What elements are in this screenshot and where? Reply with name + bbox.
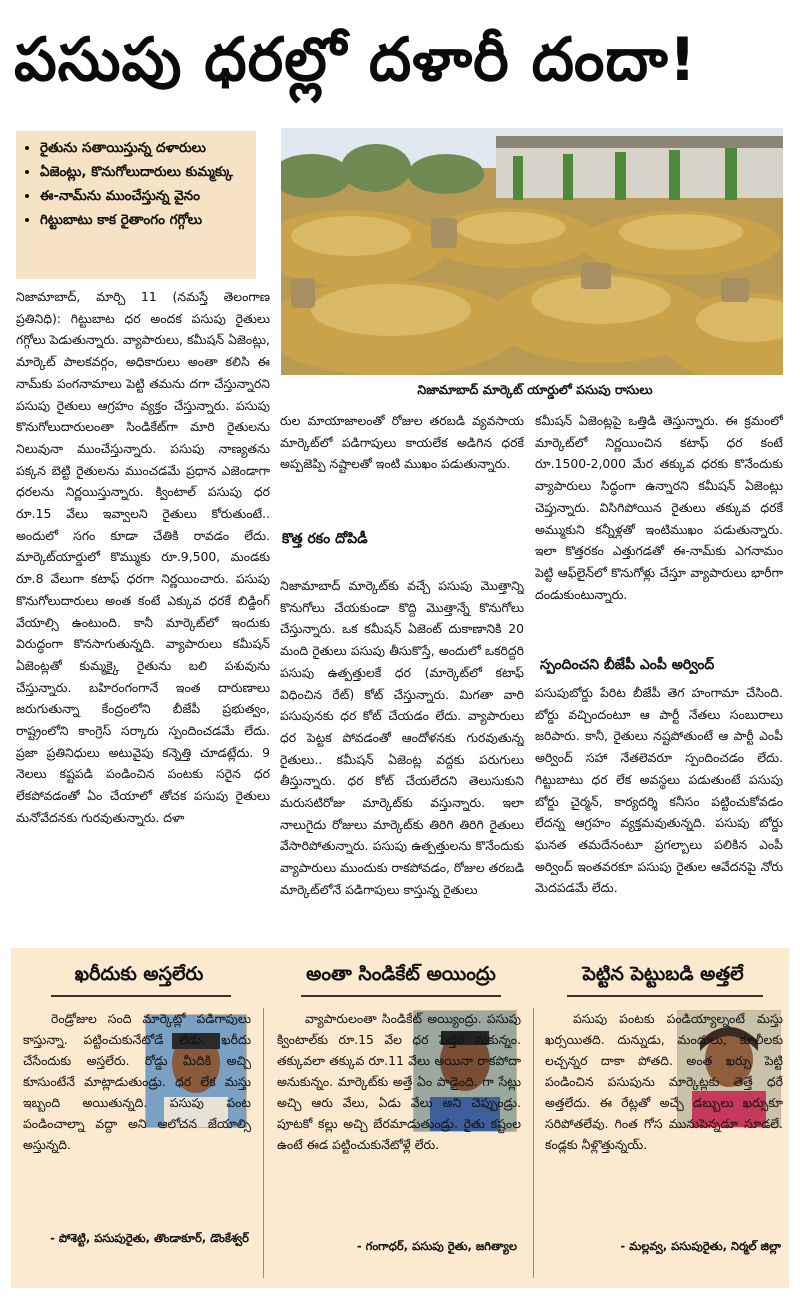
article-text: నిజామాబాద్, మార్చి 11 (నమస్తే తెలంగాణ ప్రతినిధి): గిట్టుబాట ధర అందక పసుపు రైతులు గగ్గోలు పెడుతున్నారు. వ్యాపారులు, కమీషన్ ఏజెంట్లు, మార్కెట్ పాలకవర్గం, అధికారులు అంతా కలిసి ఈ నామ్‌కు పంగనామాలు పెట్టి తమను దగా చేస్తున్నారని పసుపు రైతులు ఆగ్రహం వ్యక్తం చేస్తున్నారు. పసుపు కొనుగోలుదారులంతా సిండికేట్‌గా మారి రైతులను నిలువునా ముంచేస్తున్నారు. పసుపు నాణ్యతను పక్కన బెట్టి రైతులను ముంచడమే ప్రధాన ఎజెండాగా ధరలను నిర్ణయిస్తున్నారు. క్వింటాల్ పసుపు ధర రూ.15 వేలు ఇవ్వాలని రైతులు కోరుతుంటే.. అందులో సగం కూడా చేతికి రావడం లేదు. మార్కెట్‌యార్డులో కొమ్ముకు రూ.9,500, మండకు రూ.8 వేలుగా కటాఫ్ ధరగా నిర్ణయించారు. పసుపు కొనుగోలుదారులు అంత కంటే ఎక్కువ ధరకే బిడ్డింగ్ వేయాల్సి ఉంటుంది. కానీ మార్కెట్‌లో ఇందుకు విరుద్ధంగా కొనసాగుతున్నది. వ్యాపారులు కమీషన్ ఏజెంట్లతో కుమ్మక్కై రైతును బలి పశువును చేస్తున్నారు. బహిరంగంగానే ఇంత దారుణాలు జరుగుతున్నా కేంద్రంలోని బీజేపీ ప్రభుత్వం, రాష్ట్రంలోని కాంగ్రెస్ సర్కారు స్పందించడమే లేదు. ప్రజా ప్రతినిధులు అటువైపు కన్నెత్తి చూడట్లేదు. 9 నెలలు కష్టపడి పండించిన పంటకు సరైన ధర లేకపోవడంతో ఏం చేయాలో తోచక పసుపు రైతులు మనోవేదనకు గురవుతున్నారు. దళా [16,289,270,825]
quote-text [545,1008,783,1230]
title-underline [301,995,501,997]
quote-credit: - గంగాధర్, పసుపు రైతు, జగిత్యాల [356,1239,517,1253]
article-text: పసుపుబోర్డు పేరిట బీజేపీ తెగ హంగామా చేసింది. బోర్డు వచ్చిందంటూ ఆ పార్టీ నేతలు సంబురాలు జరిపారు. కానీ, రైతులు నష్టపోతుంటే ఆ పార్టీ ఎంపీ అర్వింద్ సహా నేతలెవరూ స్పందించడం లేదు. గిట్టుబాటు ధర లేక అవస్థలు పడుతుంటే పసుపు బోర్డు చైర్మన్, కార్యదర్శి కనీసం పట్టించుకోవడం లేదన్న ఆగ్రహం వ్యక్తమవుతున్నది. పసుపు బోర్డు ఘనత తమదేనంటూ ప్రగల్బాలు పలికిన ఎంపీ అర్వింద్ ఇంతవరకూ పసుపు రైతుల ఆవేదనపై నోరు మెదపడమే లేదు. [535,685,783,896]
quote-title: అంతా సిండికేట్ అయింద్రు [306,963,496,985]
quote-text [23,1008,251,1228]
quote-title: ఖరీదుకు అస్తలేరు [74,963,204,985]
headline: పసుపు ధరల్లో దళారీ దందా! [14,25,698,95]
subheading: స్పందించని బీజేపీ ఎంపీ అర్వింద్ [540,657,715,673]
highlight-item: • ఏజెంట్లు, కొనుగోలుదారులు కుమ్మక్కు [40,161,248,183]
quote-body: రెండ్రోజుల సంది మార్కెట్లో పడిగాపులు కాస్తున్నా. పట్టించుకునేటోడే లేడు. ఖరీదు చేసేందుకు అస్తలేరు. రోడ్డు మీదికి అచ్చి కూసుంటేనే మాట్లాడుతుండ్రు. ధర లేక మస్తు ఇబ్బంది అయితున్నది. పసుపు పంట పండించాల్నా వద్దా అని ఆలోచన జేయాల్సి అస్తున్నది. [23,1011,251,1152]
market-yard-photo [281,128,783,375]
article-column-1 [16,286,270,938]
farmer-quotes-band [11,948,789,1288]
title-underline [567,995,763,997]
article-text: నిజామాబాద్ మార్కెట్‌కు వచ్చే పసుపు మొత్తాన్ని కొనుగోలు చేయకుండా కొద్ది మొత్తాన్నే కొనుగోలు చేస్తున్నారు. ఒక కమీషన్ ఏజెంట్ దుకాణానికి 20 మంది రైతులు పసుపు తీసుకొస్తే, అందులో ఒకరిద్దరి పసుపు ఉత్పత్తులకే ధర (మార్కెట్‌లో కటాఫ్ విధించిన రేట్) కోట్ చేస్తున్నారు. మిగతా వారి పసుపునకు ధర కోట్ చేయడం లేదు. వ్యాపారులు ధర పెట్టక పోవడంతో ఆందోళనకు గురవుతున్న రైతులు.. కమీషన్ ఏజెంట్ల వద్దకు పరుగులు తీస్తున్నారు. ధర కోట్ చేయలేదని తెలుసుకుని మరుసటిరోజు మార్కెట్‌కు వస్తున్నారు. ఇలా నాలుగైదు రోజులు మార్కెట్‌కు తిరిగి తిరిగి రైతులు వేసారిపోతున్నారు. పసుపు ఉత్పత్తులను కొనేందుకు వ్యాపారులు ముందుకు రాకపోవడం, రోజుల తరబడి మార్కెట్‌లోనే పడిగాపులు కాస్తున్న రైతులు [280,578,524,897]
quote-title: పెట్టిన పెట్టుబడి అత్తలే [582,963,744,985]
highlights-box [16,131,256,279]
article-text: రుల మాయాజాలంతో రోజుల తరబడి వ్యవసాయ మార్కెట్‌లో పడిగాపులు కాయలేక అడిగిన ధరకే అప్పజెప్పి నష్టాలతో ఇంటి ముఖం పడుతున్నారు. [280,413,524,472]
highlight-item: • రైతును సతాయిస్తున్న దళారులు [40,137,248,159]
article-column-3 [535,410,783,648]
article-column-3b [535,682,783,938]
article-column-2 [280,410,524,490]
quote-body: వ్యాపారులంతా సిండికేట్ అయ్యింద్రు. పసుపు క్వింటాల్‌కు రూ.15 వేల ధర పెడ్తర నుకున్నం. తక్కువలా తక్కువ రూ.11 వేలు అయినా రాకపోదా అనుకున్నం. మార్కెట్‌కు అత్తే ఏం పాడైంది. గా సేట్లు అచ్చి ఆరు వేలు, ఏడు వేలు అని చెప్పుండ్రు. పూటకో కల్లు అచ్చి బేరమాడుతుండ్రు. రైతు కష్టంల ఉంటే ఈడ పట్టించుకునేటోళ్లే లేరు. [277,1011,521,1152]
highlight-item: • ఈ-నామ్‌ను ముంచేస్తున్న వైనం [40,185,248,207]
article-text: కమీషన్ ఏజెంట్లపై ఒత్తిడి తెస్తున్నారు. ఈ క్రమంలో మార్కెట్‌లో నిర్ణయించిన కటాఫ్ ధర కంటే రూ.1500-2,000 మేర తక్కువ ధరకు కొనేందుకు వ్యాపారులు సిద్ధంగా ఉన్నారని కమీషన్ ఏజెంట్లు చెప్తున్నారు. విసిగిపోయిన రైతులు తక్కువ ధరకే అమ్ముకుని కన్నీళ్లతో ఇంటిముఖం పడుతున్నారు. ఇలా కొత్తరకం ఎత్తుగడతో ఈ-నామ్‌కు ఎగనామం పెట్టి ఆఫ్‌లైన్‌లో కొనుగోళ్లు చేస్తూ వ్యాపారులు భారీగా దండుకుంటున్నారు. [535,413,783,602]
article-column-2b [280,575,524,937]
column-divider [263,1008,264,1278]
quote-credit: - మల్లవ్వ, పసుపురైతు, నిర్మల్ జిల్లా [620,1239,781,1253]
quote-text [277,1008,521,1228]
column-divider [533,1008,534,1278]
quote-credit: - పోశెట్టి, పసుపురైతు, తొండాకూర్, డొంకేశ్వర్ [50,1231,249,1245]
highlight-item: • గిట్టుబాటు కాక రైతాంగం గగ్గోలు [40,209,248,231]
photo-caption: నిజామాబాద్ మార్కెట్ యార్డులో పసుపు రాసులు [417,382,653,397]
title-underline [51,995,231,997]
subheading: కొత్త రకం దోపిడీ [282,531,368,547]
quote-body: పసుపు పంటకు పండియ్యాల్నంటే మస్తు ఖర్సయితది. దున్నుడు, మందులు, కూలీలకు లచ్చన్నర దాకా పోతది. అంత ఖర్సు పెట్టి పండించిన పసుపును మార్కెట్లకు తెత్తే ధరే అత్తలేదు. ఈ రేట్లతో అచ్చే డబ్బులు ఖర్సుకూ సరిపోతలేవు. గింత గోస మునుపెన్నడూ సూడలే. కండ్లకు నీళ్లొత్తున్నయ్. [545,1011,783,1152]
